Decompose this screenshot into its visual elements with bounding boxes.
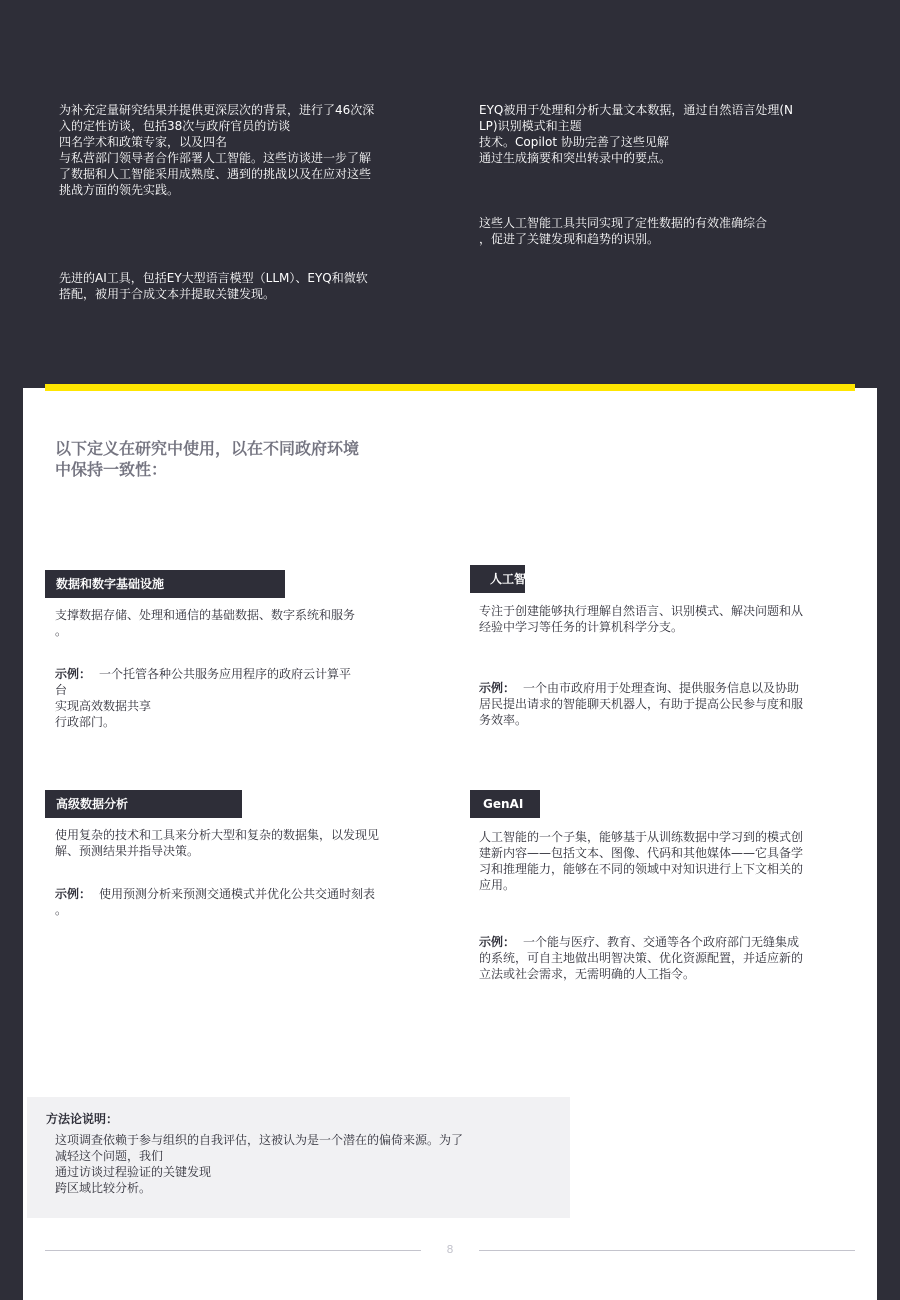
definition-ai: 专注于创建能够执行理解自然语言、识别模式、解决问题和从 经验中学习等任务的计算机科学分支。 <box>479 604 804 634</box>
example-label: 示例： <box>479 935 516 949</box>
example-text: 一个托管各种公共服务应用程序的政府云计算平 台 实现高效数据共享 行政部门。 <box>55 667 352 729</box>
example-label: 示例： <box>55 887 92 901</box>
definitions-heading: 以下定义在研究中使用，以在不同政府环境 中保持一致性： <box>55 439 360 479</box>
ai-tools-paragraph: 这些人工智能工具共同实现了定性数据的有效准确综合 ，促进了关键发现和趋势的识别。 <box>479 216 768 246</box>
example-text: 使用预测分析来预测交通模式并优化公共交通时刻表 。 <box>55 887 376 917</box>
example-label: 示例： <box>55 667 92 681</box>
intro-paragraph-1: 为补充定量研究结果并提供更深层次的背景，进行了46次深 入的定性访谈，包括38次与政府官员的访谈 四名学术和政策专家，以及四名 与私营部门领导者合作部署人工智能。这些访谈进一步了解 了数据和人工智能采用成熟度、遇到的挑战以及在应对这些 挑战方面的领先实践。 <box>59 103 375 197</box>
page-number: 8 <box>446 1243 454 1256</box>
example-genai <box>479 934 859 982</box>
footer-divider-right <box>479 1250 855 1251</box>
tag-data-infrastructure: 数据和数字基础设施 <box>45 570 285 598</box>
example-text: 一个能与医疗、教育、交通等各个政府部门无缝集成 的系统，可自主地做出明智决策、优化资源配置，并适应新的 立法或社会需求，无需明确的人工指令。 <box>479 935 804 981</box>
intro-paragraph-2: 先进的AI工具，包括EY大型语言模型（LLM）、EYQ和微软 搭配，被用于合成文本并提取关键发现。 <box>59 271 368 301</box>
tag-advanced-analytics: 高级数据分析 <box>45 790 242 818</box>
definition-advanced-analytics: 使用复杂的技术和工具来分析大型和复杂的数据集，以发现见 解、预测结果并指导决策。 <box>55 828 380 858</box>
example-text: 一个由市政府用于处理查询、提供服务信息以及协助 居民提出请求的智能聊天机器人，有助于提高公民参与度和服 务效率。 <box>479 681 804 727</box>
eyq-paragraph: EYQ被用于处理和分析大量文本数据，通过自然语言处理(N LP)识别模式和主题 技术。Copilot 协助完善了这些见解 通过生成摘要和突出转录中的要点。 <box>479 103 794 165</box>
tag-genai: GenAI <box>470 790 540 818</box>
example-label: 示例： <box>479 681 516 695</box>
example-data-infrastructure <box>55 666 415 730</box>
definition-data-infrastructure: 支撑数据存储、处理和通信的基础数据、数字系统和服务 。 <box>55 608 356 638</box>
methodology-title: 方法论说明： <box>46 1112 119 1126</box>
methodology-text: 这项调查依赖于参与组织的自我评估，这被认为是一个潜在的偏倚来源。为了 减轻这个问题，我们 通过访谈过程验证的关键发现 跨区域比较分析。 <box>55 1133 464 1195</box>
footer-divider-left <box>45 1250 421 1251</box>
accent-bar <box>45 384 855 391</box>
example-ai <box>479 680 859 728</box>
example-advanced-analytics <box>55 886 435 918</box>
tag-ai: 人工智能 <box>470 565 525 593</box>
definition-genai: 人工智能的一个子集，能够基于从训练数据中学习到的模式创 建新内容——包括文本、图像、代码和其他媒体——它具备学 习和推理能力，能够在不同的领域中对知识进行上下文相关的 应用。 <box>479 830 804 892</box>
